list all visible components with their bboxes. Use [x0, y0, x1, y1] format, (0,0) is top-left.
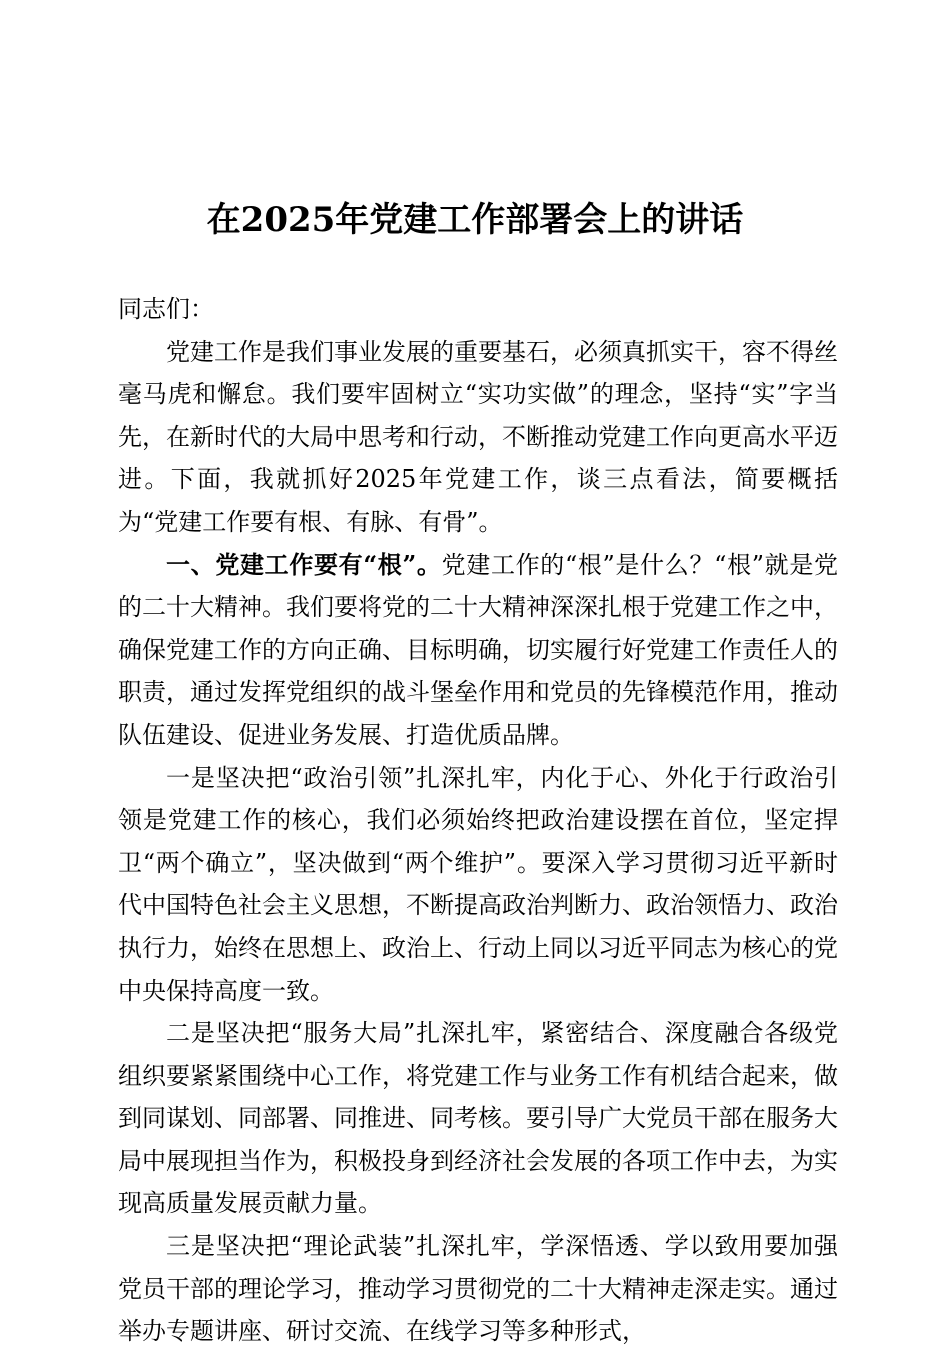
page-title: 在2025年党建工作部署会上的讲话: [206, 200, 744, 240]
greeting: 同志们：: [118, 295, 214, 323]
paragraph-intro: 党建工作是我们事业发展的重要基石，必须真抓实干，容不得丝毫马虎和懈怠。我们要牢固树立“实功实做”的理念，坚持“实”字当先，在新时代的大局中思考和行动，不断推动党建工作向更高水平迈进。下面，我就抓好2025年党建工作，谈三点看法，简要概括为“党建工作要有根、有脉、有骨”。: [118, 337, 838, 536]
paragraph-point-two: 二是坚决把“服务大局”扎深扎牢，紧密结合、深度融合各级党组织要紧紧围绕中心工作，将党建工作与业务工作有机结合起来，做到同谋划、同部署、同推进、同考核。要引导广大党员干部在服务大局中展现担当作为，积极投身到经济社会发展的各项工作中去，为实现高质量发展贡献力量。: [118, 1019, 838, 1218]
paragraph-point-three: 三是坚决把“理论武装”扎深扎牢，学深悟透、学以致用要加强党员干部的理论学习，推动学习贯彻党的二十大精神走深走实。通过举办专题讲座、研讨交流、在线学习等多种形式，: [118, 1232, 838, 1346]
paragraph-point-one: 一是坚决把“政治引领”扎深扎牢，内化于心、外化于行政治引领是党建工作的核心，我们必须始终把政治建设摆在首位，坚定捍卫“两个确立”，坚决做到“两个维护”。要深入学习贯彻习近平新时代中国特色社会主义思想，不断提高政治判断力、政治领悟力、政治执行力，始终在思想上、政治上、行动上同以习近平同志为核心的党中央保持高度一致。: [118, 763, 838, 1005]
paragraph-section-one: [118, 544, 838, 757]
document-body: [118, 288, 838, 1353]
section-one-text: 党建工作的“根”是什么？“根”就是党的二十大精神。我们要将党的二十大精神深深扎根于党建工作之中，确保党建工作的方向正确、目标明确，切实履行好党建工作责任人的职责，通过发挥党组织的战斗堡垒作用和党员的先锋模范作用，推动队伍建设、促进业务发展、打造优质品牌。: [118, 550, 839, 749]
section-heading-one: 一、党建工作要有“根”。: [166, 549, 442, 579]
